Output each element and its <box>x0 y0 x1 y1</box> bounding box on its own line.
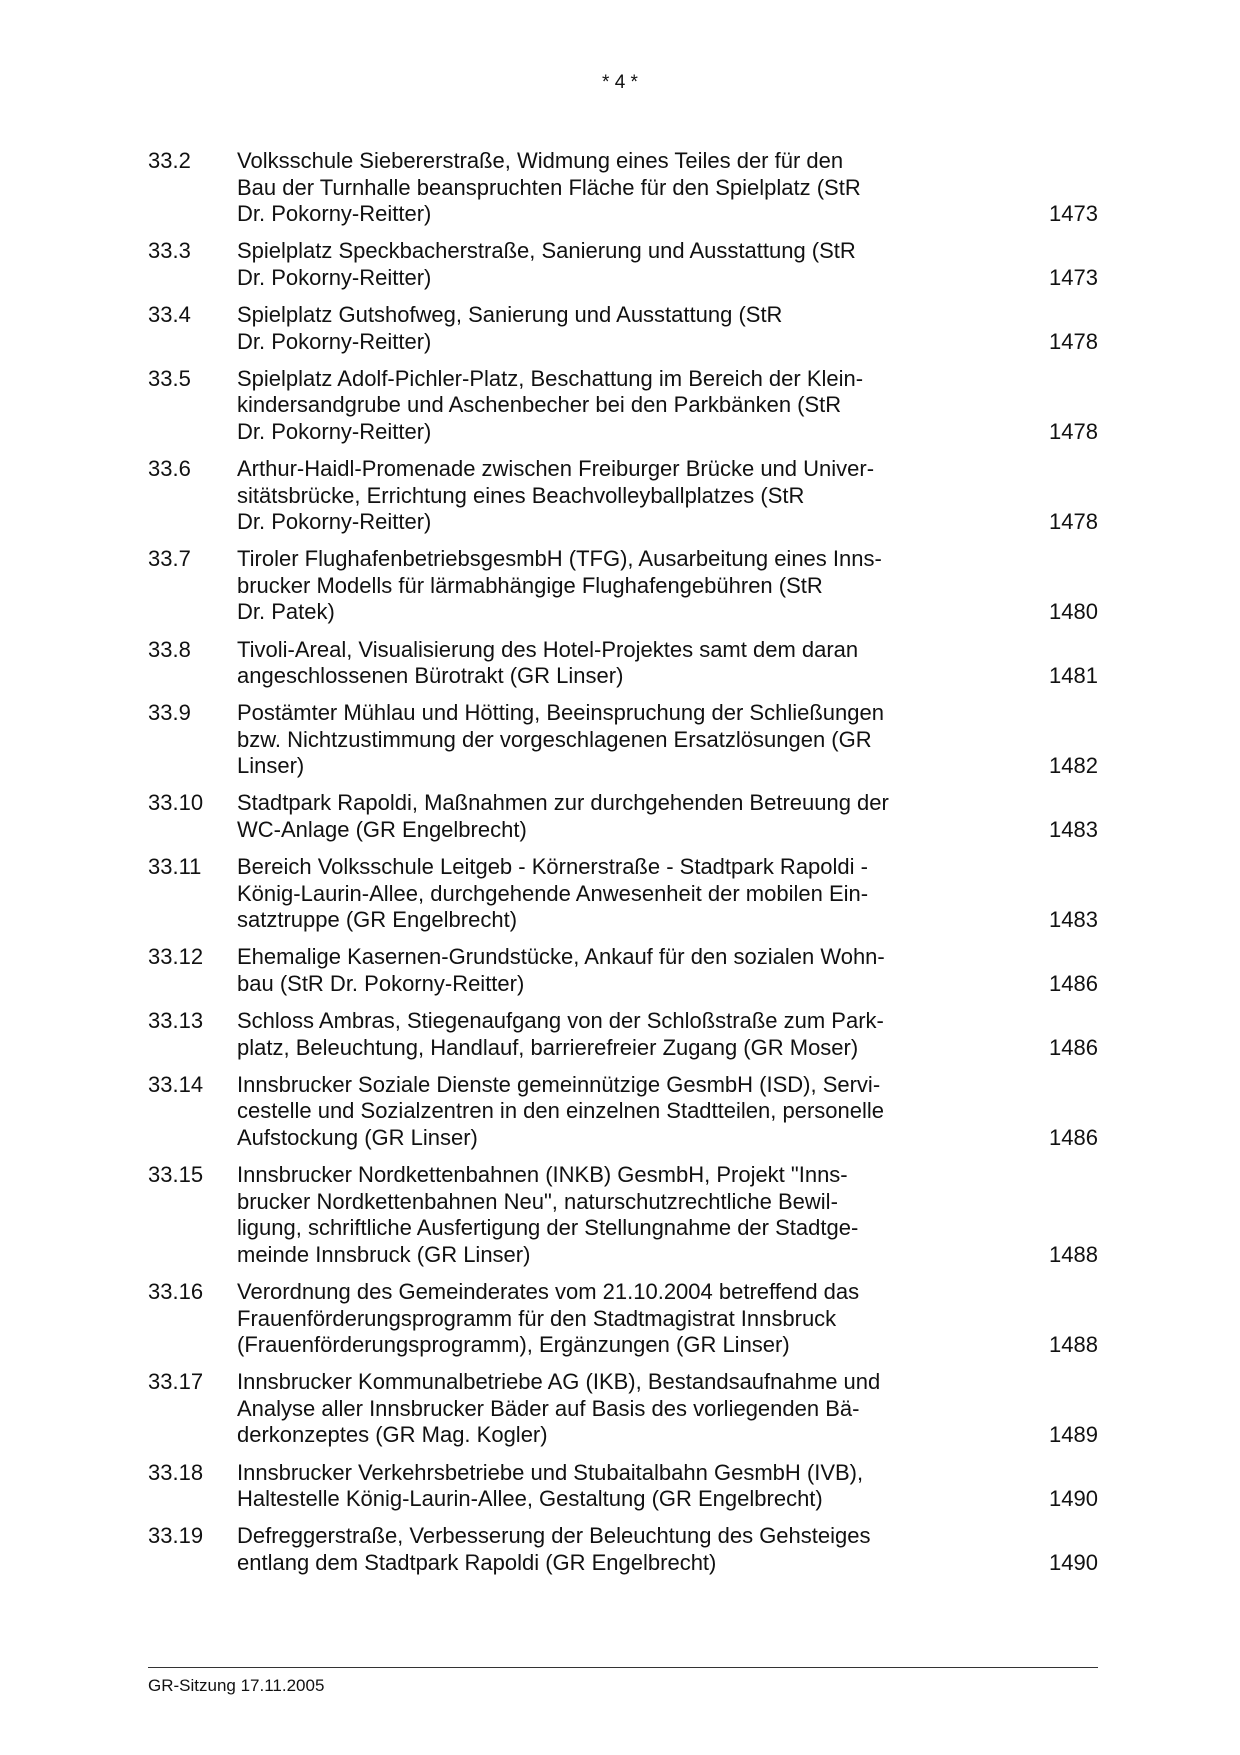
toc-entry-title-line: Schloss Ambras, Stiegenaufgang von der Schloßstraße zum Park- <box>237 1008 884 1034</box>
toc-entry-title-line: Defreggerstraße, Verbesserung der Beleuchtung des Gehsteiges <box>237 1523 871 1549</box>
toc-entry <box>148 1279 1098 1359</box>
page-number: * 4 * <box>602 72 638 93</box>
toc-entry-number: 33.15 <box>148 1162 204 1188</box>
toc-entry-title <box>237 790 957 843</box>
toc-entry-title-line: Verordnung des Gemeinderates vom 21.10.2004 betreffend das <box>237 1278 860 1304</box>
toc-entry-page: 1486 <box>1049 971 1098 997</box>
toc-entry-number: 33.7 <box>148 546 191 572</box>
toc-entry-title-line: bau (StR Dr. Pokorny-Reitter) <box>237 971 525 997</box>
toc-entry-number: 33.14 <box>148 1071 204 1097</box>
toc-entry-title <box>237 1523 957 1576</box>
toc-entry <box>148 456 1098 536</box>
toc-entry-page: 1489 <box>1049 1422 1098 1448</box>
toc-entry <box>148 790 1098 843</box>
toc-entry-title-line: ligung, schriftliche Ausfertigung der Stellungnahme der Stadtge- <box>237 1215 859 1241</box>
toc-entry-title-line: kindersandgrube und Aschenbecher bei den Parkbänken (StR <box>237 392 842 418</box>
toc-entry-title-line: Aufstockung (GR Linser) <box>237 1125 478 1150</box>
toc-entry-number: 33.11 <box>148 854 202 880</box>
toc-entry-title-line: Spielplatz Adolf-Pichler-Platz, Beschattung im Bereich der Klein- <box>237 365 864 391</box>
toc-entry-title-line: Spielplatz Gutshofweg, Sanierung und Ausstattung (StR <box>237 301 783 327</box>
toc-entry-title-line: derkonzeptes (GR Mag. Kogler) <box>237 1422 548 1448</box>
toc-entry-page: 1488 <box>1049 1332 1098 1358</box>
footer-session-date: GR-Sitzung 17.11.2005 <box>148 1676 325 1695</box>
toc-entry-page: 1478 <box>1049 418 1098 444</box>
toc-entry-page: 1473 <box>1049 264 1098 290</box>
toc-entry-title-line: Dr. Pokorny-Reitter) <box>237 328 432 354</box>
toc-entry-title-line: Innsbrucker Kommunalbetriebe AG (IKB), Bestandsaufnahme und <box>237 1369 881 1395</box>
toc-entry-page: 1483 <box>1049 817 1098 843</box>
toc-entry-title-line: entlang dem Stadtpark Rapoldi (GR Engelbrecht) <box>237 1549 717 1575</box>
toc-entry-title-line: (Frauenförderungsprogramm), Ergänzungen (GR Linser) <box>237 1332 790 1358</box>
toc-entry-number: 33.4 <box>148 301 191 327</box>
toc-entry-title <box>237 366 957 446</box>
toc-entry-title-line: Spielplatz Speckbacherstraße, Sanierung und Ausstattung (StR <box>237 238 856 264</box>
toc-entry-title-line: meinde Innsbruck (GR Linser) <box>237 1241 531 1267</box>
toc-entry <box>148 302 1098 355</box>
toc-entry-title-line: Linser) <box>237 753 305 779</box>
toc-entry-number: 33.6 <box>148 455 191 481</box>
toc-entry-title <box>237 854 957 934</box>
toc-entry-number: 33.5 <box>148 365 191 391</box>
toc-entry <box>148 944 1098 997</box>
toc-entry-title-line: bzw. Nichtzustimmung der vorgeschlagenen Ersatzlösungen (GR <box>237 726 872 752</box>
toc-entry-title-line: satztruppe (GR Engelbrecht) <box>237 907 518 933</box>
toc-entry-title-line: Volksschule Siebererstraße, Widmung eines Teiles der für den <box>237 148 844 173</box>
toc-entry <box>148 1162 1098 1268</box>
toc-entry-title-line: Ehemalige Kasernen-Grundstücke, Ankauf für den sozialen Wohn- <box>237 944 885 970</box>
toc-entry-title-line: Bau der Turnhalle beanspruchten Fläche für den Spielplatz (StR <box>237 174 861 200</box>
toc-entry-title <box>237 1008 957 1061</box>
toc-entry-title-line: Bereich Volksschule Leitgeb - Körnerstraße - Stadtpark Rapoldi - <box>237 854 868 880</box>
toc-entry-title-line: Postämter Mühlau und Hötting, Beeinspruchung der Schließungen <box>237 700 884 726</box>
toc-entry-title-line: sitätsbrücke, Errichtung eines Beachvolleyballplatzes (StR <box>237 482 805 508</box>
toc-entry-title-line: Dr. Pokorny-Reitter) <box>237 509 432 535</box>
toc-entry-title <box>237 1162 957 1268</box>
toc-entry-number: 33.2 <box>148 148 191 173</box>
toc-entry-title-line: Frauenförderungsprogramm für den Stadtmagistrat Innsbruck <box>237 1305 837 1331</box>
toc-entry-title <box>237 1279 957 1359</box>
toc-entry <box>148 1072 1098 1152</box>
toc-entry-title-line: Dr. Patek) <box>237 599 335 625</box>
footer-divider <box>148 1667 1098 1668</box>
toc-entry-title-line: Innsbrucker Soziale Dienste gemeinnützige GesmbH (ISD), Servi- <box>237 1071 881 1097</box>
toc-entry <box>148 1460 1098 1513</box>
toc-entry-title <box>237 944 957 997</box>
toc-entry <box>148 1523 1098 1576</box>
toc-entry <box>148 700 1098 780</box>
toc-entry-title-line: Tivoli-Areal, Visualisierung des Hotel-Projektes samt dem daran <box>237 636 859 662</box>
toc-entry-title-line: Stadtpark Rapoldi, Maßnahmen zur durchgehenden Betreuung der <box>237 790 889 816</box>
toc-entry-page: 1478 <box>1049 509 1098 535</box>
toc-entry-title-line: angeschlossenen Bürotrakt (GR Linser) <box>237 663 624 689</box>
toc-entry-title-line: brucker Modells für lärmabhängige Flughafengebühren (StR <box>237 572 823 598</box>
toc-entry <box>148 1369 1098 1449</box>
toc-entry-title-line: Dr. Pokorny-Reitter) <box>237 418 432 444</box>
toc-entry-title-line: Dr. Pokorny-Reitter) <box>237 201 432 227</box>
toc-entry-title-line: Innsbrucker Nordkettenbahnen (INKB) GesmbH, Projekt "Inns- <box>237 1162 848 1188</box>
toc-entry-title <box>237 1369 957 1449</box>
toc-entry-title <box>237 1460 957 1513</box>
toc-entry-title-line: WC-Anlage (GR Engelbrecht) <box>237 817 527 843</box>
toc-entry <box>148 366 1098 446</box>
toc-entry-title-line: König-Laurin-Allee, durchgehende Anwesenheit der mobilen Ein- <box>237 880 869 906</box>
toc-entry-title <box>237 1072 957 1152</box>
toc-entry-number: 33.19 <box>148 1523 204 1549</box>
toc-entry-page: 1478 <box>1049 328 1098 354</box>
toc-entry-number: 33.13 <box>148 1008 204 1034</box>
toc-entry-page: 1481 <box>1049 663 1098 689</box>
toc-entry <box>148 148 1098 228</box>
toc-entry <box>148 546 1098 626</box>
toc-entry-page: 1486 <box>1049 1125 1098 1150</box>
toc-entry-page: 1486 <box>1049 1034 1098 1060</box>
toc-entry-title <box>237 302 957 355</box>
toc-entry-page: 1473 <box>1049 201 1098 227</box>
toc-entry-number: 33.10 <box>148 790 204 816</box>
toc-entry-title <box>237 546 957 626</box>
toc-entry-page: 1490 <box>1049 1549 1098 1575</box>
toc-entry-page: 1490 <box>1049 1486 1098 1512</box>
toc-entry-title-line: Haltestelle König-Laurin-Allee, Gestaltung (GR Engelbrecht) <box>237 1486 823 1512</box>
toc-entry-number: 33.3 <box>148 238 191 264</box>
toc-entry-title-line: Tiroler FlughafenbetriebsgesmbH (TFG), Ausarbeitung eines Inns- <box>237 546 882 572</box>
toc-entry-title-line: Innsbrucker Verkehrsbetriebe und Stubaitalbahn GesmbH (IVB), <box>237 1459 864 1485</box>
toc-entry-title <box>237 148 957 228</box>
toc-entry-title-line: Analyse aller Innsbrucker Bäder auf Basis des vorliegenden Bä- <box>237 1395 860 1421</box>
toc-entry-number: 33.8 <box>148 636 191 662</box>
toc-entry-title-line: platz, Beleuchtung, Handlauf, barrierefreier Zugang (GR Moser) <box>237 1034 859 1060</box>
toc-entry-page: 1480 <box>1049 599 1098 625</box>
toc-entry-title-line: brucker Nordkettenbahnen Neu", naturschutzrechtliche Bewil- <box>237 1188 838 1214</box>
toc-entry-title-line: Arthur-Haidl-Promenade zwischen Freiburger Brücke und Univer- <box>237 455 875 481</box>
toc-entry <box>148 1008 1098 1061</box>
toc-entry-page: 1483 <box>1049 907 1098 933</box>
toc-entry <box>148 854 1098 934</box>
toc-entry-number: 33.9 <box>148 700 191 726</box>
toc-entry-number: 33.12 <box>148 944 204 970</box>
table-of-contents <box>148 148 1098 1587</box>
toc-entry-page: 1482 <box>1049 753 1098 779</box>
toc-entry <box>148 238 1098 291</box>
toc-entry-page: 1488 <box>1049 1241 1098 1267</box>
toc-entry-title-line: Dr. Pokorny-Reitter) <box>237 264 432 290</box>
toc-entry-number: 33.18 <box>148 1459 204 1485</box>
toc-entry-title-line: cestelle und Sozialzentren in den einzelnen Stadtteilen, personelle <box>237 1098 884 1124</box>
toc-entry-title <box>237 637 957 690</box>
toc-entry-title <box>237 700 957 780</box>
toc-entry <box>148 637 1098 690</box>
toc-entry-title <box>237 456 957 536</box>
toc-entry-number: 33.17 <box>148 1369 204 1395</box>
toc-entry-title <box>237 238 957 291</box>
toc-entry-number: 33.16 <box>148 1278 204 1304</box>
